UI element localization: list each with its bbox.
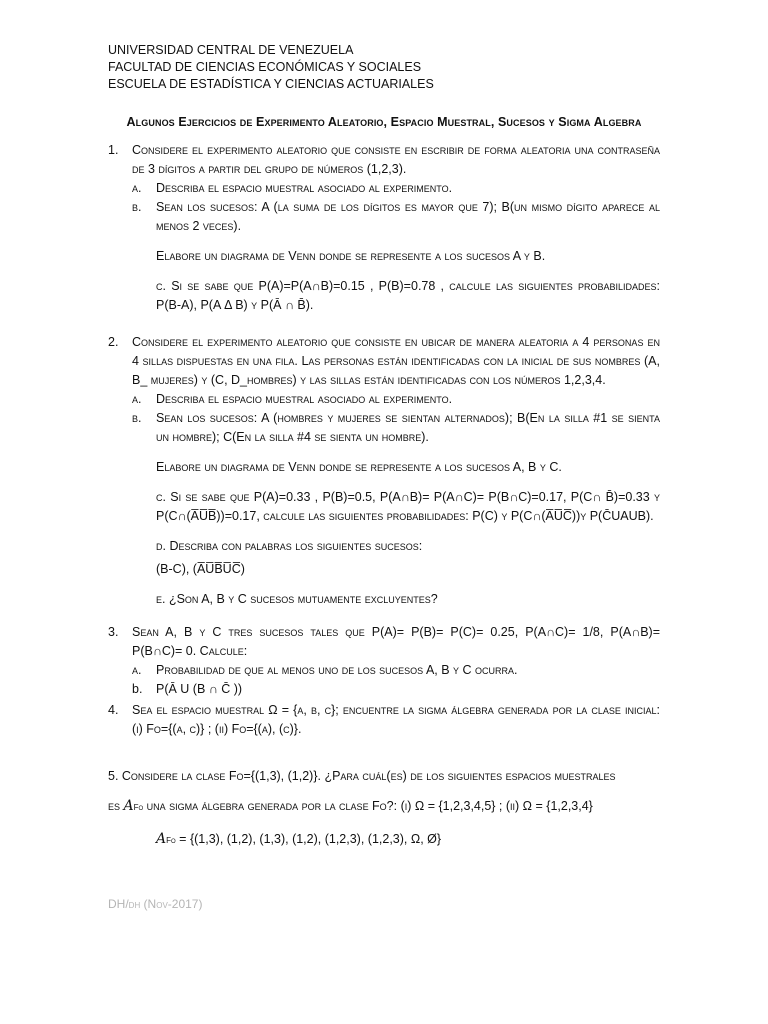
question-3-item-b <box>132 680 660 699</box>
item-letter: a. <box>132 392 142 406</box>
sigma-algebra-set: = {(1,3), (1,2), (1,3), (1,2), (1,2,3), (1,2,3), Ω, Ø} <box>179 832 442 846</box>
item-letter: b. <box>132 411 142 425</box>
es-word: es <box>108 799 121 813</box>
document-page <box>108 42 660 850</box>
institution-header <box>108 42 660 93</box>
header-university: UNIVERSIDAD CENTRAL DE VENEZUELA <box>108 43 354 57</box>
item-text: Describa el espacio muestral asociado al experimento. <box>156 181 453 195</box>
question-text: Sea el espacio muestral Ω = {a, b, c}; encuentre la sigma álgebra generada por la clase inicial: (i) Fo={(a, c)} ; (ii) Fo={(a), (c)}. <box>132 703 660 736</box>
question-2-item-a <box>132 390 660 409</box>
question-1 <box>108 141 660 179</box>
sigma-algebra-result <box>156 824 660 850</box>
question-5-line-2 <box>108 791 660 817</box>
item-text: Probabilidad de que al menos uno de los sucesos A, B y C ocurra. <box>156 663 518 677</box>
sigma-subscript: Fo <box>133 803 144 812</box>
item-text: Sean los sucesos: A (hombres y mujeres se sientan alternados); B(En la silla #1 se sienta un hombre); C(En la silla #4 se sienta un hombre). <box>156 411 660 444</box>
question-2-item-e: e. ¿Son A, B y C sucesos mutuamente excluyentes? <box>156 592 438 606</box>
question-5 <box>108 767 660 850</box>
question-3-item-a <box>132 661 660 680</box>
question-2-item-d-events: (B-C), (A̅U̅B̅U̅C̅) <box>156 562 245 576</box>
sigma-subscript: Fo <box>166 836 176 845</box>
document-title: Algunos Ejercicios de Experimento Aleatorio, Espacio Muestral, Sucesos y Sigma Algebra <box>126 115 642 129</box>
question-1-item-a <box>132 179 660 198</box>
item-letter: a. <box>132 181 142 195</box>
question-number: 1. <box>108 143 119 157</box>
question-1-venn: Elabore un diagrama de Venn donde se represente a los sucesos A y B. <box>156 249 546 263</box>
question-text: Considere el experimento aleatorio que consiste en ubicar de manera aleatoria a 4 personas en 4 sillas dispuestas en una fila. Las personas están identificadas con la inicial de sus nombres (A, B_ mujeres) y (C, D_hombres) y las sillas están identificadas con los números 1,2,3,4. <box>132 335 660 387</box>
question-5-line-1: 5. Considere la clase Fo={(1,3), (1,2)}. ¿Para cuál(es) de los siguientes espacios muestrales <box>108 769 616 783</box>
question-2-venn: Elabore un diagrama de Venn donde se represente a los sucesos A, B y C. <box>156 460 562 474</box>
item-letter: b. <box>132 682 143 696</box>
question-number: 3. <box>108 625 119 639</box>
question-2-item-d: d. Describa con palabras los siguientes sucesos: <box>156 539 423 553</box>
header-faculty: FACULTAD DE CIENCIAS ECONÓMICAS Y SOCIALES <box>108 60 422 74</box>
question-number: 4. <box>108 703 119 717</box>
header-school: ESCUELA DE ESTADÍSTICA Y CIENCIAS ACTUARIALES <box>108 77 434 91</box>
question-1-item-c: c. Si se sabe que P(A)=P(A∩B)=0.15 , P(B)=0.78 , calcule las siguientes probabilidades: P(B-A), P(A Δ B) y P(Ā ∩ B̄). <box>156 279 660 312</box>
sigma-algebra-symbol: a <box>123 791 134 815</box>
question-4 <box>108 701 660 739</box>
question-text: Considere el experimento aleatorio que consiste en escribir de forma aleatoria una contraseña de 3 dígitos a partir del grupo de números (1,2,3). <box>132 143 660 176</box>
item-text: P(Ā U (B ∩ C̄ )) <box>156 682 243 696</box>
item-letter: a. <box>132 663 142 677</box>
question-text: Sean A, B y C tres sucesos tales que P(A)= P(B)= P(C)= 0.25, P(A∩C)= 1/8, P(A∩B)= P(B∩C)= 0. Calcule: <box>132 625 660 658</box>
question-5-line-2-text: una sigma álgebra generada por la clase Fo?: (i) Ω = {1,2,3,4,5} ; (ii) Ω = {1,2,3,4} <box>146 799 593 813</box>
question-2-item-b <box>132 409 660 447</box>
question-1-item-b <box>132 198 660 236</box>
footer-initials: DH/dh (Nov-2017) <box>108 897 203 911</box>
item-text: Describa el espacio muestral asociado al experimento. <box>156 392 453 406</box>
question-3 <box>108 623 660 661</box>
question-2 <box>108 333 660 390</box>
question-number: 2. <box>108 335 119 349</box>
question-2-item-c: c. Si se sabe que P(A)=0.33 , P(B)=0.5, P(A∩B)= P(A∩C)= P(B∩C)=0.17, P(C∩ B̄)=0.33 y P(C∩(A̅U̅B̅))=0.17, calcule las siguientes probabilidades: P(C) y P(C∩(A̅U̅C̅))y P(C̄UAUB). <box>156 490 660 523</box>
item-text: Sean los sucesos: A (la suma de los dígitos es mayor que 7); B(un mismo dígito aparece al menos 2 veces). <box>156 200 660 233</box>
sigma-algebra-symbol: a <box>156 824 167 848</box>
item-letter: b. <box>132 200 142 214</box>
